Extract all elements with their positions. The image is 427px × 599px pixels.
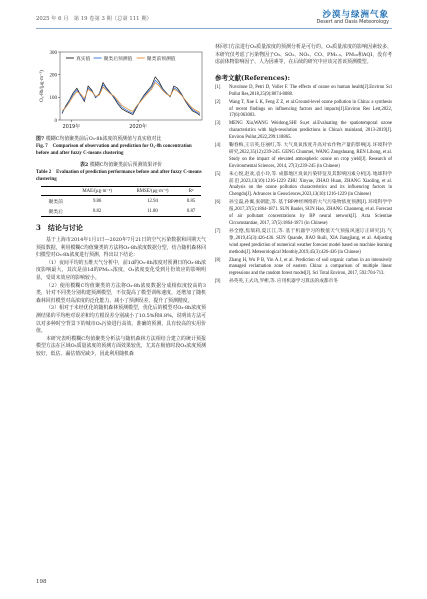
reference-item — [215, 85, 392, 99]
reference-item — [215, 258, 392, 279]
figure-7-label: 图7 — [36, 136, 45, 142]
reference-text: 孙宝磊,孙翼,张朝能,等. 基于BP神经网络的大气污染物浓度预测[J]. 环境科学学报,2017,37(5):1864-1871. SUN Baolei, SUN Hao, ZHANG Chaoneng, et al. Forecast of air pollutant concentrations by BP neural network[J]. Acta Scientiae Circumstantiae, 2017, 37(5):1864-1871 (in Chinese) — [229, 200, 392, 226]
issue-line: 2025 年 6 月 第 19 卷第 3 期（总第 111 期） — [36, 16, 152, 22]
reference-text: MENG Xia,WANG Weidong,SHI Su,et al.Evaluating the spatiotemporal ozone characteristics with high-resolution predictions in China's mainland, 2013-2019[J]. Environ Pollut,2022,299:118865. — [229, 121, 392, 141]
reference-number: [4] — [215, 143, 221, 149]
references-heading: 参考文献(References): — [215, 73, 291, 82]
reference-number: [6] — [215, 200, 221, 206]
reference-item — [215, 229, 392, 257]
body-paragraph: （1）夜间平均的五维天气分析中，前1d的O₃-8h浓度对预测日的O₃-8h浓度影响最大，其次是前1d的PM₂.₅浓度，O₃浓度变化受到月份效应的影响明显，受周末效应的影响较小。 — [36, 259, 206, 281]
reference-item — [215, 121, 392, 142]
x-tick-label: 2019年 — [62, 124, 81, 130]
right-column — [215, 44, 392, 287]
journal-title-en: Desert and Oasis Meteorology — [316, 20, 389, 25]
y-tick-label: 100 — [49, 96, 57, 102]
figure-7-caption-text: 模糊C均值聚类前后O₃-8h浓度的预测值与真实值对比 — [45, 136, 162, 142]
journal-title-cn: 沙漠与绿洲气象 — [322, 10, 389, 20]
reference-number: [8] — [215, 257, 221, 263]
figure-7-caption-cn — [36, 136, 206, 143]
reference-text: Zhang H, Wu P B, Yin A J, et al. Prediction of soil organic carbon in an intensively managed reclamation zone of eastern China: a comparison of multiple linear regressions and the random forest model[J]. Sci Total Environ, 2017, 592:704-713. — [229, 257, 392, 277]
reference-number: [2] — [215, 99, 221, 105]
reference-number: [9] — [215, 279, 221, 285]
table-header-cell: MAE/(μg·m⁻³) — [70, 187, 123, 196]
table-2-label: 表2 — [79, 162, 89, 168]
table-header-cell: RMSE/(μg·m⁻³) — [124, 187, 181, 196]
table-header-row — [41, 187, 201, 196]
body-paragraph: （3）相对于未经优化的随机森林预测模型，优化后的模型对O₃-8h浓度预测结果的平均绝对误差和均方根误差分别减小了10.5%和8.8%，说明该方法可以对多种时空背景下的城市O₃污染进行高效、准确的预测，具有较高的实用价值。 — [36, 305, 206, 335]
table-cell: 0.85 — [186, 198, 196, 204]
table-header-cell — [41, 187, 70, 196]
section-3-heading: 3 结论与讨论 — [36, 223, 83, 232]
table-cell: 12.94 — [147, 198, 158, 204]
figure-7-caption-en: Fig. 7 Comparison of observation and prediction for O₃-8h concentration before and after fuzzy C-means clustering — [36, 144, 192, 156]
table-cell: 8.82 — [70, 206, 123, 217]
table-2-caption-cn — [36, 162, 206, 169]
reference-item — [215, 200, 392, 228]
y-axis-label: O₃-8h/(μg·m⁻³) — [40, 70, 45, 102]
y-tick-label: 200 — [49, 73, 57, 79]
reference-text: 朱心悦,赵欢,袁小玲,等. 成都地区臭氧污染特征及其影响因素分析[J]. 地球科学前沿,2023,13(10):1216-1229 ZHU Xinyue, ZHAO Huan, ZHANG Xiaoling, et al. Analysis on the ozone pollution characteristics and its influencing factors in Chengdu[J]. Advances in Geosciences,2023,13(10):1216-1229 (in Chinese) — [229, 171, 392, 198]
table-row — [41, 196, 201, 207]
reference-item — [215, 143, 392, 171]
figure-7-chart — [36, 44, 206, 136]
reference-text: Nuvolone D, Petri D, Voller F. The effects of ozone on human health[J].Environ Sci Pollut Res,2018,25(9):8074-8088. — [229, 84, 392, 97]
body-paragraph: （2）使用模糊C均值聚类的方法将O₃-8h浓度数据分成相似度较高的3类，针对不同类分别构建预测模型，不仅提高了模型训练速度，还增加了随机森林回归模型对高浓度的泛化能力，减小了预测误差，提升了预测精度。 — [36, 282, 206, 304]
y-tick-label: 300 — [49, 50, 57, 56]
reference-item — [215, 100, 392, 121]
line-chart — [36, 44, 206, 136]
body-paragraph: 本研究表明模糊C均值聚类分析法与随机森林方法相结合建立的统计预报模型方法在区域O₃质量浓度的预测方面效果较优，尤其在极值时段O₃浓度预测较好，低估、漏估情况减少，因此利用随机森 — [36, 335, 206, 357]
page-header — [0, 0, 427, 30]
y-tick-label: 0 — [54, 118, 57, 124]
reference-text: 孙全德,焦瑞莉,夏江江,等. 基于机器学习的数值天气预报风速订正研究[J]. 气象,2019,45(3):426-436. SUN Quande, JIAO Ruili, XIA Jiangjiang, et al. Adjusting wind speed prediction of numerical weather forecast model based on machine learning methods[J]. Meteorological Monthly,2019,45(3):426-436 (in Chinese) — [229, 228, 392, 255]
body-paragraph: 林回归方法进行O₃质量浓度的预测分析是可行的。O₃质量浓度的影响因素较多，本研究仅考虑了污染物因子O₃、SO₂、NO₂、CO、PM₂.₅、PM₁₀和AQI，没有考虑前体物影响因子、人为因素等，在后续的研究中应该完善该预测模型。 — [215, 44, 392, 66]
reference-item — [215, 279, 392, 286]
table-cell: 11.80 — [124, 206, 181, 217]
reference-number: [7] — [215, 228, 221, 234]
table-row — [41, 206, 201, 217]
legend-label: 聚类前预测值 — [146, 56, 176, 62]
reference-text: 孙英英,王式功,罗彬,等. 应用机器学习算法的成都市冬 — [229, 279, 338, 285]
reference-number: [1] — [215, 84, 221, 90]
reference-text: 鞠春梅,王宗英,任丽红,等. 大气臭氧浓度升高对农作物产量的影响[J]. 环境科学研究,2022,35(12):239-245. GENG Chunmei, WANG Zongshuang, REN Lihong, et al. Study on the impact of elevated atmospheric ozone on crop yield[J]. Research of Environmental Sciences, 2014, 27(3):239-245 (in Chinese) — [229, 143, 392, 169]
body-paragraph: 基于上海市2014年1月1日—2020年7月21日的空气污染数据和同期天气预报数据，利用模糊C均值聚类的方法将O₃-8h浓度数据分型，结合随机森林回归模型对O₃-8h浓度进行预测，得出以下结论： — [36, 237, 206, 259]
table-2-caption-text: 模糊C均值聚类前后预测效果评价 — [89, 162, 163, 168]
x-tick-label: 2020年 — [129, 124, 147, 130]
table-cell: 聚类前 — [48, 199, 63, 205]
reference-list — [215, 85, 392, 286]
table-2 — [41, 186, 201, 217]
table-header-cell: R² — [181, 187, 201, 196]
table-cell: 9.86 — [92, 198, 102, 204]
reference-item — [215, 172, 392, 200]
page-number: 198 — [36, 579, 47, 585]
reference-number: [3] — [215, 121, 221, 127]
legend-label: 聚类后预测值 — [103, 56, 133, 62]
series-line — [62, 80, 200, 114]
table-2-caption-en: Table 2 Evaluation of prediction performance before and after fuzzy C-means clustering — [36, 170, 202, 182]
plot-frame — [60, 52, 202, 120]
journal-masthead — [317, 8, 389, 25]
legend-label: 真实值 — [76, 56, 91, 62]
table-cell: 聚类后 — [41, 206, 70, 217]
left-column — [36, 44, 206, 359]
reference-number: [5] — [215, 171, 221, 177]
table-cell: 0.87 — [181, 206, 201, 217]
reference-text: Wang T, Xue L K, Feng Z Z, et al.Ground-level ozone pollution in China: a synthesis of recent findings on influencing factors and impacts[J].Environ Res Lett,2022, 17(6):063003. — [229, 99, 392, 119]
header-rule — [36, 28, 392, 29]
